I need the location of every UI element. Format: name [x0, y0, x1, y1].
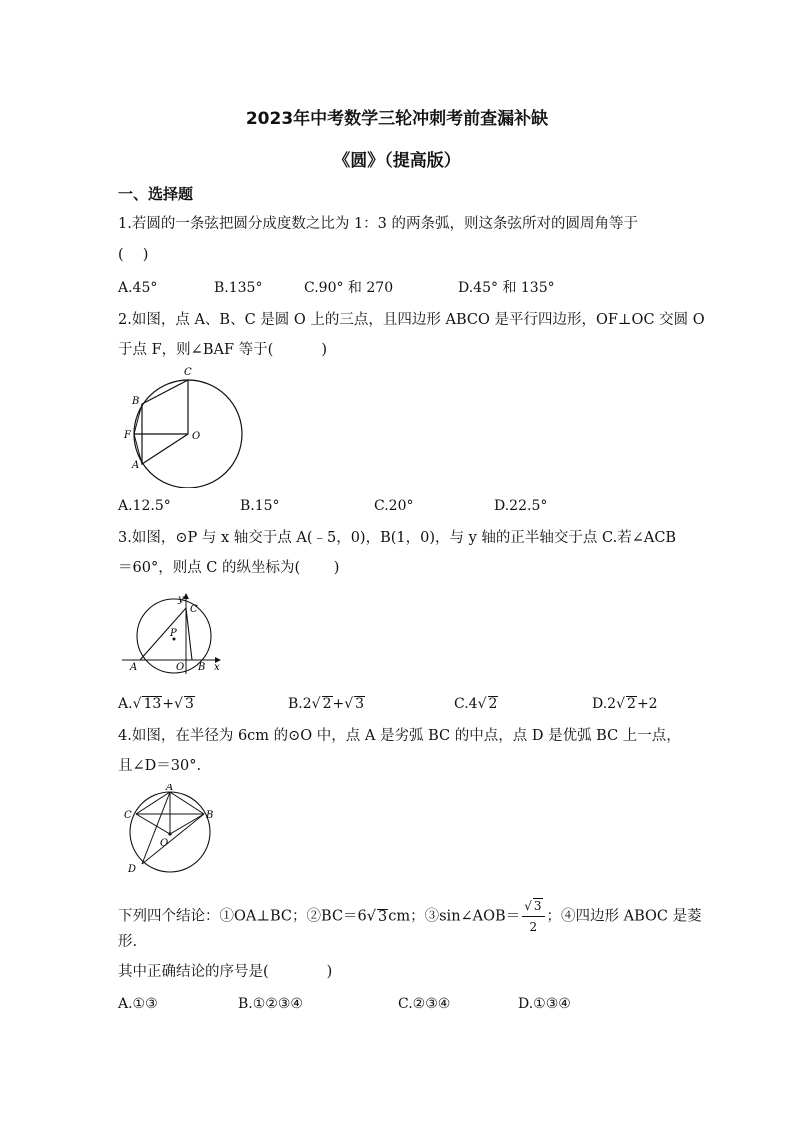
q3-label-y: y	[178, 594, 184, 605]
q3-option-d: D.2√ 2+2	[592, 696, 658, 712]
q3-label-a: A	[130, 662, 138, 673]
q3-option-c-prefix: C.4	[454, 696, 478, 712]
q4-conclusion-radicand: 3	[378, 908, 388, 925]
q4-center-point	[168, 832, 171, 835]
q4-label-b: B	[206, 810, 214, 821]
q4-fraction-radicand: 3	[533, 899, 542, 913]
q1-option-d: D.45° 和 135°	[458, 280, 555, 296]
q4-stem-line2: 且∠D＝30°.	[118, 758, 202, 774]
q3-option-a-radicand2: 3	[184, 696, 194, 712]
q4-option-d: D.①③④	[518, 996, 571, 1012]
page-title: 2023年中考数学三轮冲刺考前查漏补缺	[245, 109, 549, 129]
q1-stem-line1: 1.若圆的一条弦把圆分成度数之比为 1：3 的两条弧，则这条弦所对的圆周角等于	[118, 216, 639, 232]
q2-option-c: C.20°	[374, 498, 414, 514]
q4-option-b: B.①②③④	[238, 996, 303, 1012]
q2-option-d: D.22.5°	[494, 498, 548, 514]
q4-conclusion-text1: 下列四个结论：①OA⊥BC；②BC＝6	[118, 908, 367, 925]
q3-option-d-radicand: 2	[627, 696, 636, 712]
q4-label-a: A	[166, 784, 174, 793]
q2-label-f: F	[124, 430, 131, 441]
q3-option-b-prefix: B.2	[288, 696, 312, 712]
q3-option-a: A.√ 13+√ 3	[118, 696, 194, 712]
q3-option-d-tail: +2	[636, 696, 658, 712]
q4-label-d: D	[128, 864, 137, 875]
q3-option-b-radicand1: 2	[322, 696, 332, 712]
q2-circle-figure	[118, 364, 250, 488]
q3-option-b-radicand2: 3	[355, 696, 365, 712]
q3-label-c: C	[190, 604, 198, 615]
q4-option-a: A.①③	[118, 996, 158, 1012]
q2-label-b: B	[132, 396, 140, 407]
q2-label-c: C	[184, 367, 192, 378]
q2-stem-line1: 2.如图，点 A、B、C 是圆 O 上的三点，且四边形 ABCO 是平行四边形，OF⊥OC 交圆 O	[118, 312, 705, 328]
q3-option-b-plus: +	[332, 696, 345, 712]
q2-stem-line2: 于点 F，则∠BAF 等于( )	[118, 342, 328, 358]
q4-fraction	[522, 896, 544, 937]
q4-option-c: C.②③④	[398, 996, 451, 1012]
q3-option-c: C.4√ 2	[454, 696, 498, 712]
section-heading: 一、选择题	[118, 185, 194, 203]
q2-label-o: O	[192, 431, 201, 442]
q2-parallelogram	[142, 380, 188, 464]
q2-segment-bf	[134, 404, 142, 434]
q3-stem-line2: ＝60°，则点 C 的纵坐标为( )	[118, 560, 340, 576]
q3-label-b: B	[198, 662, 206, 673]
q4-question: 其中正确结论的序号是( )	[118, 964, 333, 980]
q1-option-a: A.45°	[118, 280, 158, 296]
q3-option-d-prefix: D.2	[592, 696, 617, 712]
q2-option-a: A.12.5°	[118, 498, 171, 514]
q4-label-c: C	[124, 810, 132, 821]
q3-label-o: O	[176, 662, 185, 673]
page-subtitle: 《圆》（提高版）	[333, 151, 461, 171]
q4-conclusions-line1: 下列四个结论：①OA⊥BC；②BC＝6√ 3cm；③sin∠AOB＝ $\frac{√ 3}{2}$ ；④四边形 ABOC 是菱	[118, 896, 702, 937]
q3-label-p: P	[170, 628, 177, 639]
q3-option-a-prefix: A.	[118, 696, 133, 712]
q4-conclusion-text3: ；④四边形 ABOC 是菱	[546, 908, 702, 925]
q4-conclusions-line2: 形.	[118, 934, 138, 950]
q4-circle-figure	[118, 784, 222, 876]
q3-option-a-radicand1: 13	[143, 696, 162, 712]
q3-stem-line1: 3.如图，⊙P 与 x 轴交于点 A(﹣5，0)，B(1，0)，与 y 轴的正半轴交于点 C.若∠ACB	[118, 530, 677, 546]
q4-conclusion-text2: cm；③sin∠AOB＝	[388, 908, 521, 925]
q2-option-b: B.15°	[240, 498, 280, 514]
q1-option-b: B.135°	[214, 280, 263, 296]
q4-label-o: O	[160, 838, 169, 849]
q3-triangle-acb	[140, 608, 192, 660]
q2-label-a: A	[132, 460, 140, 471]
q3-option-b: B.2√ 2+√ 3	[288, 696, 365, 712]
q4-fraction-numerator: √ 3	[522, 896, 544, 917]
q3-option-c-radicand: 2	[488, 696, 498, 712]
q3-coordinate-figure	[118, 592, 226, 676]
q3-label-x: x	[214, 662, 220, 673]
q1-option-c: C.90° 和 270	[304, 280, 394, 296]
q3-option-a-plus: +	[162, 696, 175, 712]
q4-stem-line1: 4.如图，在半径为 6cm 的⊙O 中，点 A 是劣弧 BC 的中点，点 D 是优弧 BC 上一点，	[118, 728, 681, 744]
q1-stem-line2: ( )	[118, 247, 149, 263]
q4-fraction-denominator: 2	[529, 920, 538, 934]
